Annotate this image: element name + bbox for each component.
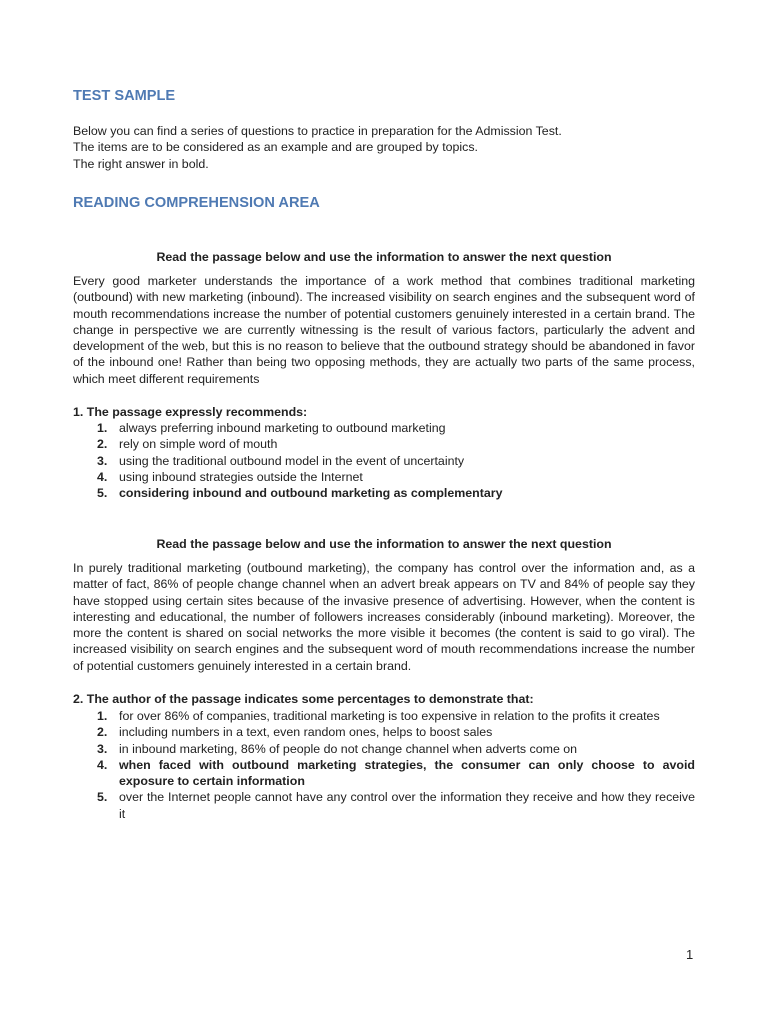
answer-option	[97, 420, 695, 436]
intro-text	[73, 123, 695, 172]
question-stem: 1. The passage expressly recommends:	[73, 405, 308, 419]
option-number: 4.	[97, 469, 108, 484]
option-number: 1.	[97, 709, 108, 723]
option-text: including numbers in a text, even random ones, helps to boost sales	[119, 725, 493, 740]
option-text: using the traditional outbound model in the event of uncertainty	[119, 453, 465, 468]
option-number: 2.	[97, 725, 108, 740]
page-title: TEST SAMPLE	[73, 88, 176, 104]
option-number: 3.	[97, 453, 108, 468]
option-number: 5.	[97, 486, 108, 501]
option-text: rely on simple word of mouth	[119, 437, 278, 452]
page-number: 1	[686, 947, 694, 962]
intro-line: The right answer in bold.	[73, 156, 209, 171]
passage-instruction: Read the passage below and use the information to answer the next question	[156, 250, 612, 264]
option-number: 4.	[97, 757, 108, 772]
intro-line: Below you can find a series of questions to practice in preparation for the Admission Test.	[73, 124, 562, 138]
question-stem: 2. The author of the passage indicates some percentages to demonstrate that:	[73, 692, 534, 706]
answer-option	[97, 436, 695, 452]
answer-options	[97, 420, 695, 501]
reading-passage: In purely traditional marketing (outbound marketing), the company has control over the information and, as a matter of fact, 86% of people change channel when an advert break appears on TV and 84% of people say they have stopped using certain sites because of the invasive presence of advertising. However, when the content is interesting and educational, the number of followers increases considerably (inbound marketing). Moreover, the more the content is shared on social networks the more visible it becomes (the content is said to go viral). The increased visibility on search engines and the subsequent word of mouth recommendations increase the number of potential customers genuinely interested in a certain brand.	[73, 561, 695, 673]
option-number: 2.	[97, 437, 108, 452]
option-number: 5.	[97, 790, 108, 805]
option-text: when faced with outbound marketing strategies, the consumer can only choose to avoid exposure to certain information	[119, 757, 695, 789]
option-text: considering inbound and outbound marketing as complementary	[119, 486, 503, 501]
section-title: READING COMPREHENSION AREA	[73, 195, 320, 211]
correct-answer-option	[97, 485, 695, 501]
correct-answer-option	[97, 757, 695, 790]
reading-passage: Every good marketer understands the importance of a work method that combines traditional marketing (outbound) with new marketing (inbound). The increased visibility on search engines and the subsequent word of mouth recommendations increase the number of potential customers genuinely interested in a certain brand. The change in perspective we are currently witnessing is the result of various factors, particularly the advent and development of the web, but this is no reason to believe that the outbound strategy should be abandoned in favor of the inbound one! Rather than being two opposing methods, they are actually two parts of the same process, which meet different requirements	[73, 274, 695, 386]
option-number: 3.	[97, 741, 108, 756]
answer-option	[97, 789, 695, 822]
answer-option	[97, 469, 695, 485]
answer-option	[97, 741, 695, 757]
document-page	[73, 0, 695, 1024]
option-text: using inbound strategies outside the Internet	[119, 469, 363, 484]
option-text: for over 86% of companies, traditional marketing is too expensive in relation to the profits it creates	[119, 709, 660, 723]
option-text: over the Internet people cannot have any control over the information they receive and how they receive it	[119, 790, 695, 821]
option-number: 1.	[97, 421, 108, 435]
answer-option	[97, 724, 695, 740]
answer-option	[97, 453, 695, 469]
passage-instruction: Read the passage below and use the information to answer the next question	[156, 537, 612, 551]
answer-option	[97, 708, 695, 724]
answer-options	[97, 708, 695, 822]
intro-line: The items are to be considered as an example and are grouped by topics.	[73, 140, 479, 155]
option-text: in inbound marketing, 86% of people do not change channel when adverts come on	[119, 741, 578, 756]
option-text: always preferring inbound marketing to outbound marketing	[119, 421, 446, 435]
